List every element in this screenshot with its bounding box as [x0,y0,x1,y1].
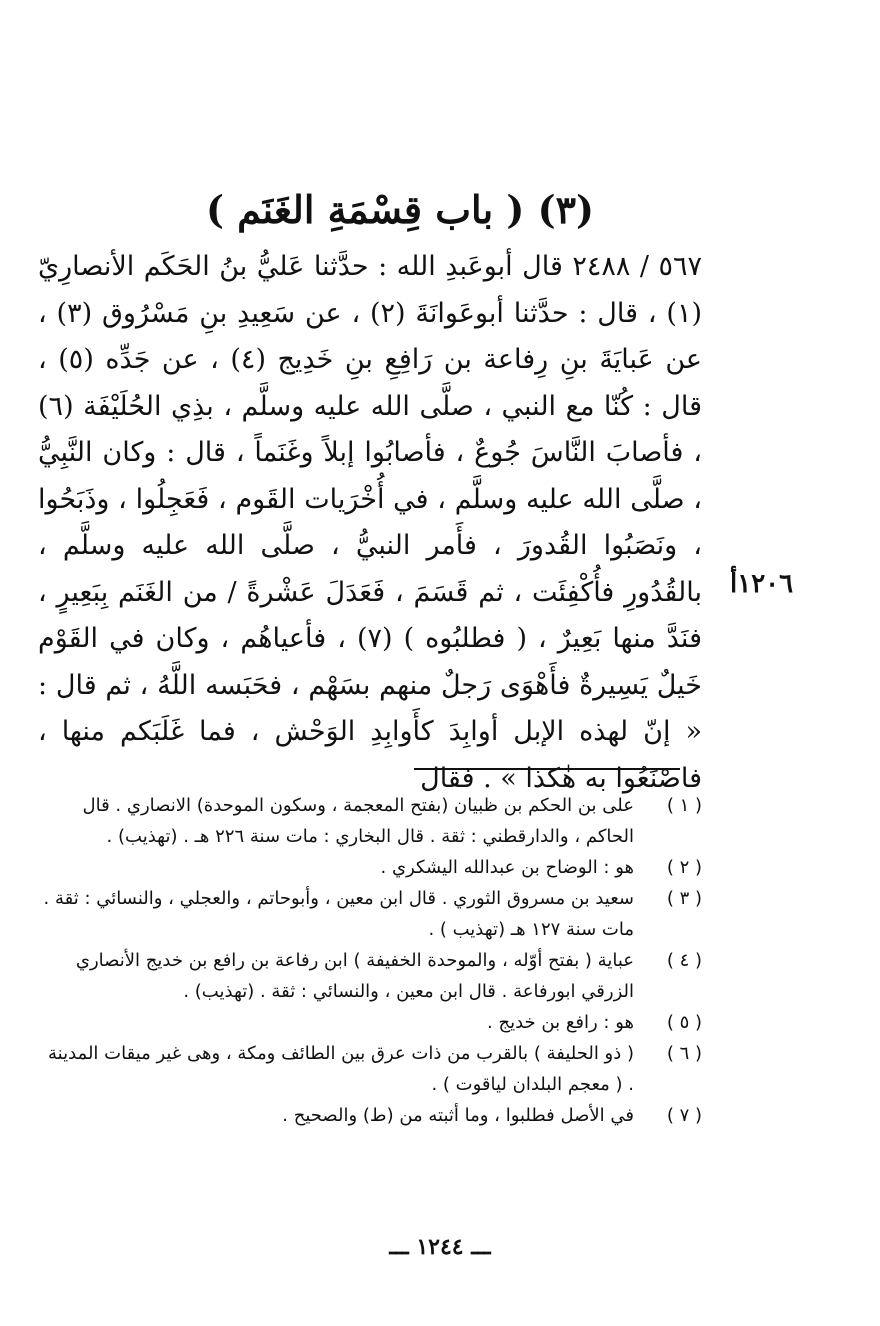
footnote-text: ( ذو الحليفة ) بالقرب من ذات عرق بين الطائف ومكة ، وهى غير ميقات المدينة . ( معجم البلدان لياقوت ) . [48,1043,634,1095]
footnote-marker: ( ٣ ) [666,888,702,909]
footnote-text: على بن الحكم بن ظبيان (بفتح المعجمة ، وسكون الموحدة) الانصاري . قال الحاكم ، والدارقطني : ثقة . قال البخاري : مات سنة ٢٢٦ هـ . (تهذيب) . [82,795,634,847]
footnote-text: هو : رافع بن خديج . [487,1012,634,1033]
footnote-text: هو : الوضاح بن عبدالله اليشكري . [380,857,634,878]
footnote [38,1038,702,1100]
footnote-separator [414,768,680,770]
footnote-marker: ( ٧ ) [666,1105,702,1126]
footnote-text: عباية ( بفتح أوّله ، والموحدة الخفيفة ) ابن رفاعة بن رافع بن خديج الأنصاري الزرقي ابورفاعة . قال ابن معين ، والنسائي : ثقة . (تهذيب) . [75,950,634,1002]
margin-reference: ١٢٠٦أ [730,569,794,599]
footnote-marker: ( ٢ ) [666,857,702,878]
chapter-title: (٣) ( باب قِسْمَةِ الغَنَم ) [205,187,595,232]
footnote-marker: ( ١ ) [666,795,702,816]
footnote-text: في الأصل فطلبوا ، وما أثبته من (ط) والصحيح . [282,1105,634,1126]
footnote [38,883,702,945]
footnote-marker: ( ٥ ) [666,1012,702,1033]
hadith-text: ٥٦٧ / ٢٤٨٨ قال أبوعَبدِ الله : حدَّثنا عَليُّ بنُ الحَكَم الأنصارِيّ (١) ، قال : حدَّثنا أبوعَوانَةَ (٢) ، عن سَعِيدِ بنِ مَسْرُوق (٣) ، عن عَبايَةَ بنِ رِفاعة بن رَافِعِ بنِ خَدِيج (٤) ، عن جَدِّه (٥) ، قال : كُنّا مع النبي ، صلَّى الله عليه وسلَّم ، بذِي الحُلَيْفَة (٦) ، فأصابَ النَّاسَ جُوعٌ ، فأصابُوا إبلاً وغَنَماً ، قال : وكان النَّبِيُّ ، صلَّى الله عليه وسلَّم ، في أُخْرَيات القَوم ، فَعَجِلُوا ، وذَبَحُوا ، ونَصَبُوا القُدورَ ، فأَمر النبيُّ ، صلَّى الله عليه وسلَّم ، بالقُدُورِ فأُكْفِئَت ، ثم قَسَمَ ، فَعَدَلَ عَشْرةً / من الغَنَم بِبَعِيرٍ ، فنَدَّ منها بَعِيرٌ ، ( فطلبُوه ) (٧) ، فأعياهُم ، وكان في القَوْم خَيلٌ يَسِيرةٌ فأَهْوَى رَجلٌ منهم بسَهْم ، فحَبَسه اللَّهُ ، ثم قال : « إنّ لهذه الإبل أوابِدَ كأَوابِدِ الوَحْش ، فما غَلَبَكم منها ، فاصْنَعُوا به هٰكذا » . فقال [38,251,703,794]
footnote [38,852,702,883]
footnote [38,945,702,1007]
footnote [38,790,702,852]
page-number: ـــ ١٢٤٤ ـــ [389,1234,491,1260]
footnote-marker: ( ٦ ) [666,1043,702,1064]
footnote-marker: ( ٤ ) [666,950,702,971]
footnote [38,1007,702,1038]
footnote [38,1100,702,1131]
footnotes-list [38,790,702,1131]
footnote-text: سعيد بن مسروق الثوري . قال ابن معين ، وأبوحاتم ، والعجلي ، والنسائي : ثقة . مات سنة ١٢٧ هـ (تهذيب ) . [43,888,634,940]
